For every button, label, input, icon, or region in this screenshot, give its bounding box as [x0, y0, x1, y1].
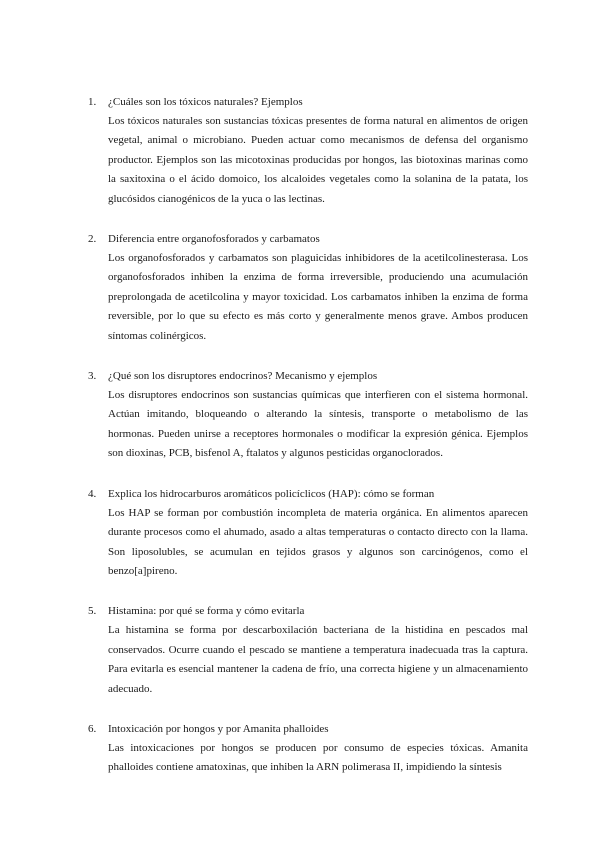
item-number: 6.: [88, 722, 97, 735]
answer-paragraph: Los tóxicos naturales son sustancias tóxicas presentes de forma natural en alimentos de origen vegetal, animal o microbiano. Pueden actuar como mecanismos de defensa del organismo productor. Ejemplos son las micotoxinas producidas por hongos, las biotoxinas marinas como la saxitoxina o el ácido domoico, los alcaloides vegetales como la solanina de la patata, los glucósidos cianogénicos de la yuca o las lectinas.: [108, 115, 528, 205]
list-item: [88, 93, 528, 209]
answer-paragraph: La histamina se forma por descarboxilación bacteriana de la histidina en pescados mal conservados. Ocurre cuando el pescado se mantiene a temperatura inadecuada tras la captura. Para evitarla es esencial mantener la cadena de frío, una correcta higiene y un almacenamiento adecuado.: [108, 624, 528, 695]
answer-paragraph: Las intoxicaciones por hongos se producen por consumo de especies tóxicas. Amanita phalloides contiene amatoxinas, que inhiben la ARN polimerasa II, impidiendo la síntesis: [108, 741, 528, 774]
question-list: [88, 93, 528, 799]
item-number: 4.: [88, 487, 97, 500]
answer-paragraph: Los organofosforados y carbamatos son plaguicidas inhibidores de la acetilcolinesterasa. Los organofosforados inhiben la enzima de forma irreversible, produciendo una acumulación preprolongada de acetilcolina y mayor toxicidad. Los carbamatos inhiben la enzima de forma reversible, por lo que su efecto es más corto y generalmente menos grave. Ambos producen síntomas colinérgicos.: [108, 252, 528, 342]
question-heading: Diferencia entre organofosforados y carbamatos: [108, 233, 320, 246]
list-item: [88, 485, 528, 582]
list-item: [88, 720, 528, 778]
answer-paragraph: Los HAP se forman por combustión incompleta de materia orgánica. En alimentos aparecen durante procesos como el ahumado, asado a altas temperaturas o contacto directo con la llama. Son liposolubles, se acumulan en tejidos grasos y algunos son carcinógenos, como el benzo[a]pireno.: [108, 506, 528, 577]
question-heading: ¿Qué son los disruptores endocrinos? Mecanismo y ejemplos: [108, 370, 378, 383]
list-item: [88, 230, 528, 346]
question-heading: Histamina: por qué se forma y cómo evitarla: [108, 605, 305, 618]
question-heading: ¿Cuáles son los tóxicos naturales? Ejemplos: [108, 96, 303, 108]
item-number: 2.: [88, 233, 97, 246]
answer-paragraph: Los disruptores endocrinos son sustancias químicas que interfieren con el sistema hormonal. Actúan imitando, bloqueando o alterando la síntesis, transporte o metabolismo de las hormonas. Pueden unirse a receptores hormonales o modificar la expresión génica. Ejemplos son dioxinas, PCB, bisfenol A, ftalatos y algunos pesticidas organoclorados.: [108, 389, 528, 460]
question-heading: Explica los hidrocarburos aromáticos policíclicos (HAP): cómo se forman: [108, 487, 435, 500]
list-item: [88, 367, 528, 464]
item-number: 3.: [88, 370, 97, 383]
question-heading: Intoxicación por hongos y por Amanita phalloides: [108, 722, 329, 735]
item-number: 5.: [88, 605, 97, 618]
item-number: 1.: [88, 96, 97, 108]
list-item: [88, 602, 528, 699]
